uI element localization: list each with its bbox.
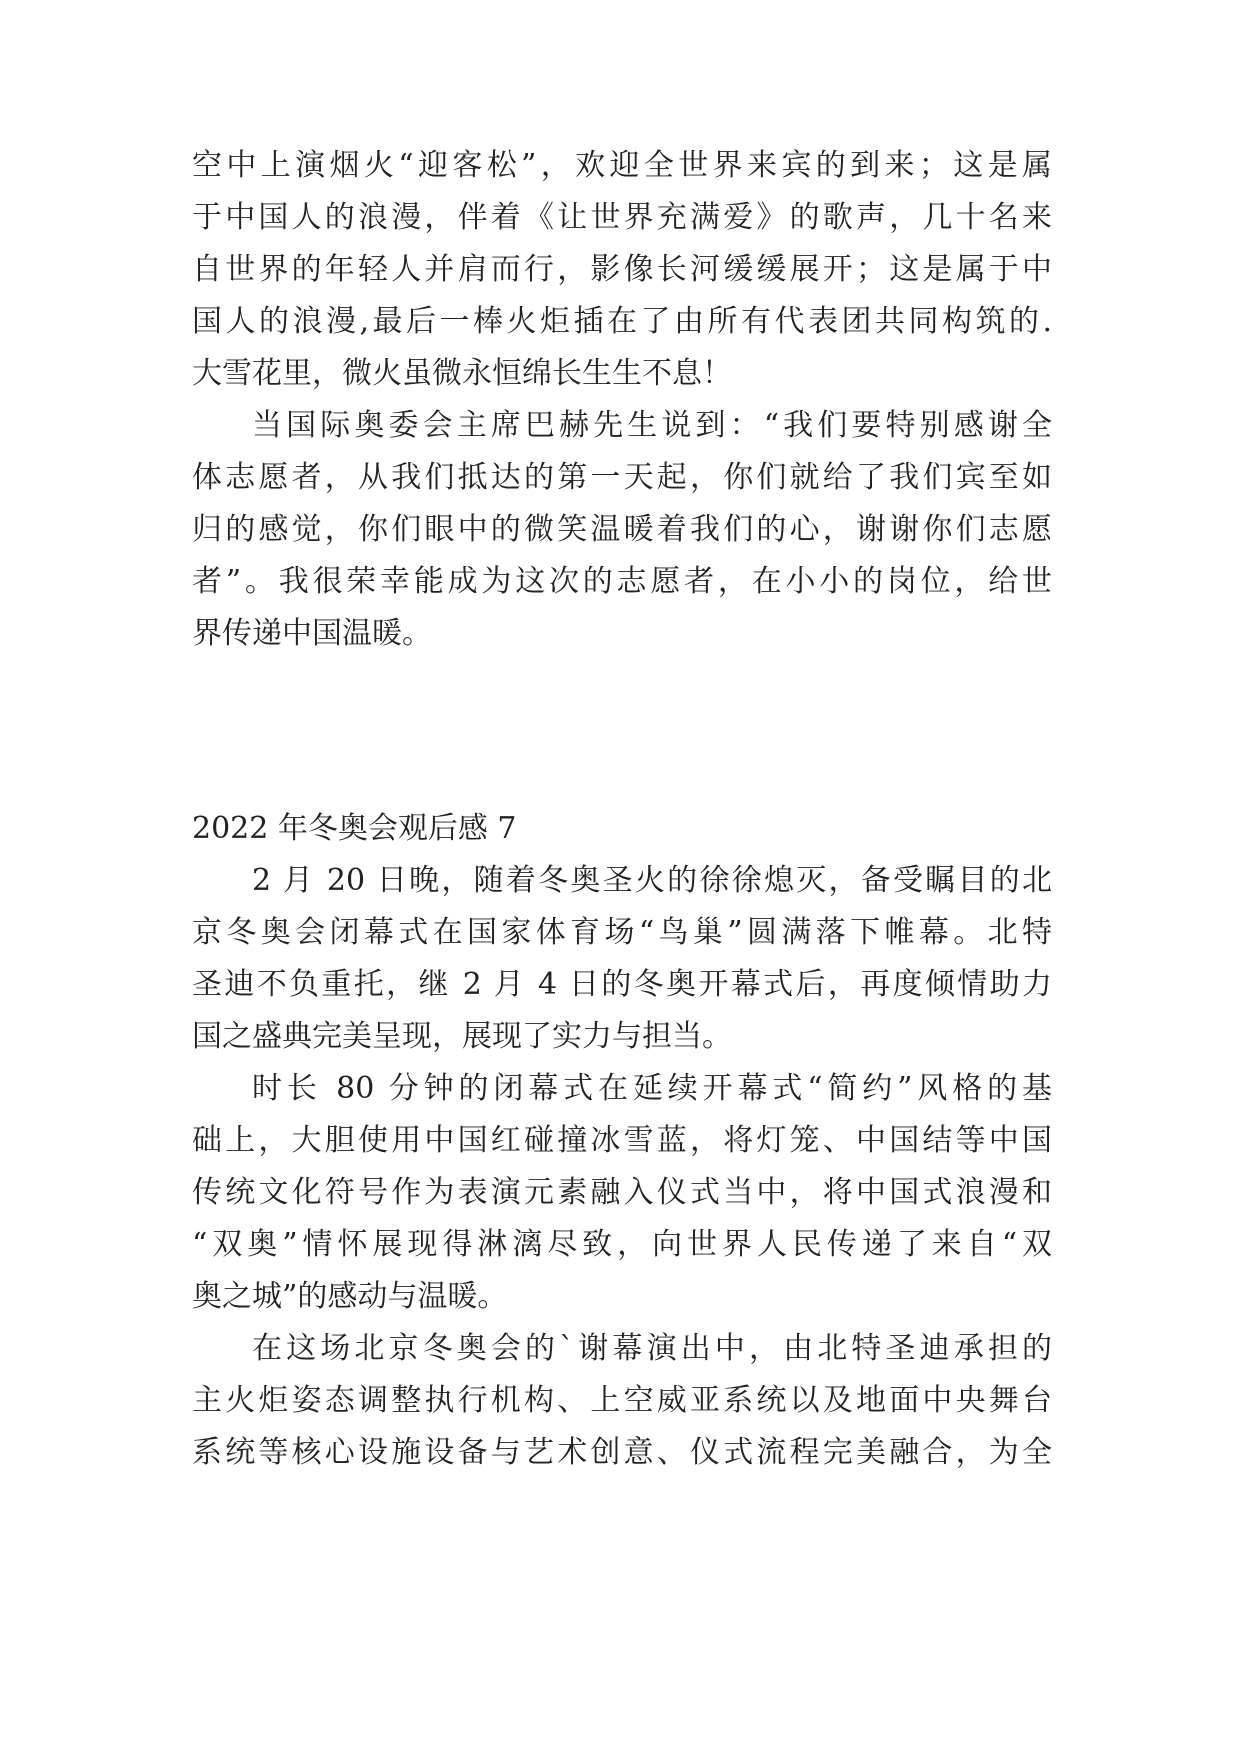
text-line: 圣迪不负重托，继 2 月 4 日的冬奥开幕式后，再度倾情助力 — [192, 967, 1052, 1002]
text-line: “双奥”情怀展现得淋漓尽致，向世界人民传递了来自“双 — [192, 1227, 1052, 1262]
text-line: 于中国人的浪漫，伴着《让世界充满爱》的歌声，几十名来 — [192, 200, 1052, 235]
text-line: 者”。我很荣幸能成为这次的志愿者，在小小的岗位，给世 — [192, 564, 1052, 599]
text-line: 当国际奥委会主席巴赫先生说到：“我们要特别感谢全 — [252, 408, 1052, 443]
text-line: 国人的浪漫,最后一棒火炬插在了由所有代表团共同构筑的. — [192, 304, 1052, 339]
text-line: 归的感觉，你们眼中的微笑温暖着我们的心，谢谢你们志愿 — [192, 512, 1052, 547]
text-line: 国之盛典完美呈现，展现了实力与担当。 — [192, 1019, 732, 1054]
text-line: 体志愿者，从我们抵达的第一天起，你们就给了我们宾至如 — [192, 460, 1052, 495]
text-line: 在这场北京冬奥会的`谢幕演出中，由北特圣迪承担的 — [252, 1331, 1052, 1366]
text-line: 空中上演烟火“迎客松”，欢迎全世界来宾的到来；这是属 — [192, 148, 1052, 183]
text-line: 京冬奥会闭幕式在国家体育场“鸟巢”圆满落下帷幕。北特 — [192, 915, 1052, 950]
text-line: 奥之城”的感动与温暖。 — [192, 1279, 508, 1314]
text-line: 界传递中国温暖。 — [192, 616, 432, 651]
text-line: 础上，大胆使用中国红碰撞冰雪蓝，将灯笼、中国结等中国 — [192, 1123, 1052, 1158]
text-line: 系统等核心设施设备与艺术创意、仪式流程完美融合，为全 — [192, 1435, 1052, 1470]
section-heading: 2022 年冬奥会观后感 7 — [192, 811, 517, 846]
text-line: 主火炬姿态调整执行机构、上空威亚系统以及地面中央舞台 — [192, 1383, 1052, 1418]
text-line: 2 月 20 日晚，随着冬奥圣火的徐徐熄灭，备受瞩目的北 — [252, 863, 1052, 898]
text-line: 传统文化符号作为表演元素融入仪式当中，将中国式浪漫和 — [192, 1175, 1052, 1210]
text-line: 自世界的年轻人并肩而行，影像长河缓缓展开；这是属于中 — [192, 252, 1052, 287]
text-line: 大雪花里，微火虽微永恒绵长生生不息！ — [192, 356, 732, 391]
text-line: 时长 80 分钟的闭幕式在延续开幕式“简约”风格的基 — [252, 1071, 1052, 1106]
